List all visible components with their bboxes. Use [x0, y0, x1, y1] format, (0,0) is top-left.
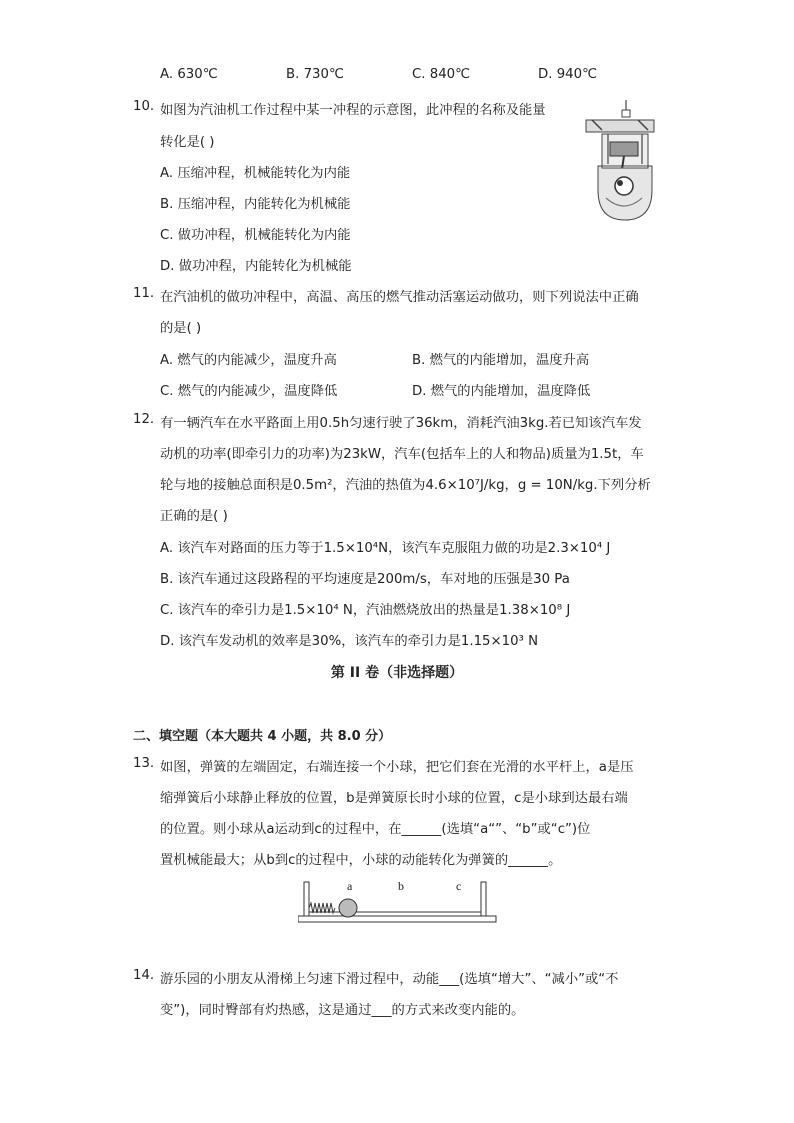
q11-stem-line2: 的是( )	[160, 321, 202, 336]
q10-option-a: A. 压缩冲程，机械能转化为内能	[160, 166, 351, 181]
q12-stem-line1: 有一辆汽车在水平路面上用0.5h匀速行驶了36km，消耗汽油3kg.若已知该汽车发	[160, 416, 642, 431]
q10-option-b: B. 压缩冲程，内能转化为机械能	[160, 197, 351, 212]
spring-ball-figure	[298, 878, 498, 926]
q10-option-c: C. 做功冲程，机械能转化为内能	[160, 228, 351, 243]
q12-option-c: C. 该汽车的牵引力是1.5×10⁴ N，汽油燃烧放出的热量是1.38×10⁸ J	[160, 603, 571, 618]
q12-option-d: D. 该汽车发动机的效率是30%，该汽车的牵引力是1.15×10³ N	[160, 634, 539, 649]
q13-stem-line2: 缩弹簧后小球静止释放的位置，b是弹簧原长时小球的位置，c是小球到达最右端	[160, 791, 628, 806]
q10-stem-line2: 转化是( )	[160, 135, 215, 150]
q12-stem-line2: 动机的功率(即牵引力的功率)为23kW，汽车(包括车上的人和物品)质量为1.5t，车	[160, 447, 644, 462]
q12-option-a: A. 该汽车对路面的压力等于1.5×10⁴N，该汽车克服阻力做的功是2.3×10⁴ J	[160, 541, 611, 556]
engine-diagram-figure	[580, 98, 660, 222]
q9-option-d: D. 940℃	[538, 67, 598, 82]
q12-number: 12.	[133, 412, 155, 427]
q12-stem-line4: 正确的是( )	[160, 509, 228, 524]
q12-stem-line3: 轮与地的接触总面积是0.5m²，汽油的热值为4.6×10⁷J/kg，g = 10N/kg.下列分析	[160, 478, 651, 493]
q13-number: 13.	[133, 756, 155, 771]
q10-stem-line1: 如图为汽油机工作过程中某一冲程的示意图，此冲程的名称及能量	[160, 103, 546, 118]
q14-number: 14.	[133, 968, 155, 983]
q13-stem-line4: 置机械能最大；从b到c的过程中，小球的动能转化为弹簧的______。	[160, 853, 562, 868]
q10-option-d: D. 做功冲程，内能转化为机械能	[160, 259, 352, 274]
fig-label-c: c	[456, 879, 462, 893]
part2-title: 第 II 卷（非选择题）	[330, 665, 464, 681]
q10-number: 10.	[133, 99, 155, 114]
q11-option-b: B. 燃气的内能增加，温度升高	[412, 353, 590, 368]
q14-stem-line2: 变”)，同时臀部有灼热感，这是通过___的方式来改变内能的。	[160, 1003, 525, 1018]
q11-option-c: C. 燃气的内能减少，温度降低	[160, 384, 338, 399]
q12-option-b: B. 该汽车通过这段路程的平均速度是200m/s，车对地的压强是30 Pa	[160, 572, 570, 587]
q13-stem-line3: 的位置。则小球从a运动到c的过程中，在______(选填“a“”、“b”或“c”)位	[160, 822, 591, 837]
q9-option-c: C. 840℃	[412, 67, 471, 82]
q11-stem-line1: 在汽油机的做功冲程中，高温、高压的燃气推动活塞运动做功，则下列说法中正确	[160, 290, 639, 305]
q9-option-b: B. 730℃	[286, 67, 344, 82]
fig-label-b: b	[398, 879, 404, 893]
fig-label-a: a	[347, 879, 353, 893]
q14-stem-line1: 游乐园的小朋友从滑梯上匀速下滑过程中，动能___(选填“增大”、“减小”或“不	[160, 972, 619, 987]
q13-stem-line1: 如图，弹簧的左端固定，右端连接一个小球，把它们套在光滑的水平杆上，a是压	[160, 760, 634, 775]
q11-option-a: A. 燃气的内能减少，温度升高	[160, 353, 337, 368]
q11-option-d: D. 燃气的内能增加，温度降低	[412, 384, 591, 399]
q11-number: 11.	[133, 286, 155, 301]
q9-option-a: A. 630℃	[160, 67, 218, 82]
section2-title: 二、填空题（本大题共 4 小题，共 8.0 分）	[133, 729, 392, 744]
